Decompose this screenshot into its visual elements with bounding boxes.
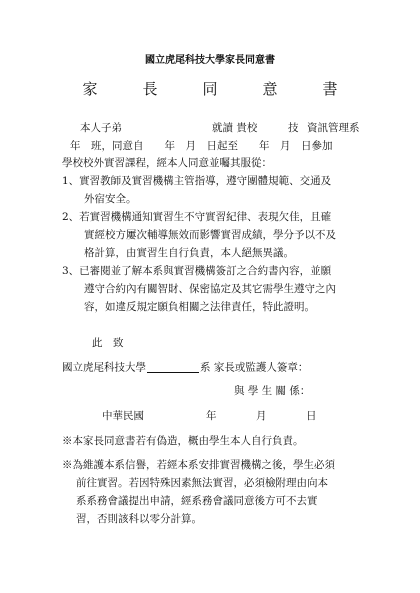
item-2-line-1: 2、若實習機構通知實習生不守實習紀律、表現欠佳，且確 [62, 211, 332, 223]
note-1: ※本家長同意書若有偽造，概由學生本人自行負責。 [62, 435, 304, 447]
date-year: 年 [206, 410, 217, 422]
item-3-line-3: 容，如違反規定願負相關之法律責任，特此證明。 [84, 301, 315, 313]
document-header: 國立虎尾科技大學家長同意書 [145, 55, 275, 66]
item-3-line-2: 遵守合約內有關智財、保密協定及其它需學生遵守之內 [84, 283, 336, 295]
note-2-line-1: ※為維護本系信譽，若經本系安排實習機構之後，學生必須 [62, 459, 335, 471]
intro-prefix: 本人子弟 [80, 122, 122, 134]
date-day: 日 [306, 410, 317, 422]
date-month: 月 [256, 410, 267, 422]
intro-line-2: 年 班，同意自 年 月 日起至 年 月 日參加 [70, 140, 333, 152]
closing-salutation: 此 致 [92, 337, 124, 349]
date-era: 中華民國 [102, 410, 144, 422]
item-2-line-2: 實經校方屢次輔導無效而影響實習成績，學分予以不及 [84, 229, 336, 241]
intro-level: 技 [288, 122, 299, 134]
item-1-line-1: 1、實習教師及實習機構主管指導，遵守團體規範、交通及 [62, 175, 332, 187]
intro-department: 資訊管理系 [307, 122, 360, 134]
signature-suffix: 系 家長或監護人簽章： [200, 361, 309, 374]
relation-label: 與 學 生 關 係： [234, 385, 311, 397]
document-title: 家 長 同 意 書 [82, 80, 353, 98]
note-2-line-4: 習，否則該科以零分計算。 [76, 513, 202, 525]
intro-enrolled: 就讀 貴校 [212, 122, 258, 134]
signature-line [62, 362, 308, 373]
item-3-line-1: 3、已審閱並了解本系與實習機構簽訂之合約書內容，並願 [62, 265, 332, 277]
signature-school: 國立虎尾科技大學 [62, 361, 146, 374]
item-2-line-3: 格計算，由實習生自行負責，本人絕無異議。 [84, 247, 294, 259]
department-blank [147, 362, 199, 373]
note-2-line-2: 前往實習。若因特殊因素無法實習，必須檢附理由向本 [76, 477, 328, 489]
intro-line-3: 學校校外實習課程，經本人同意並囑其服從： [62, 157, 272, 169]
item-1-line-2: 外宿安全。 [84, 193, 137, 205]
note-2-line-3: 系系務會議提出申請，經系務會議同意後方可不去實 [76, 495, 318, 507]
